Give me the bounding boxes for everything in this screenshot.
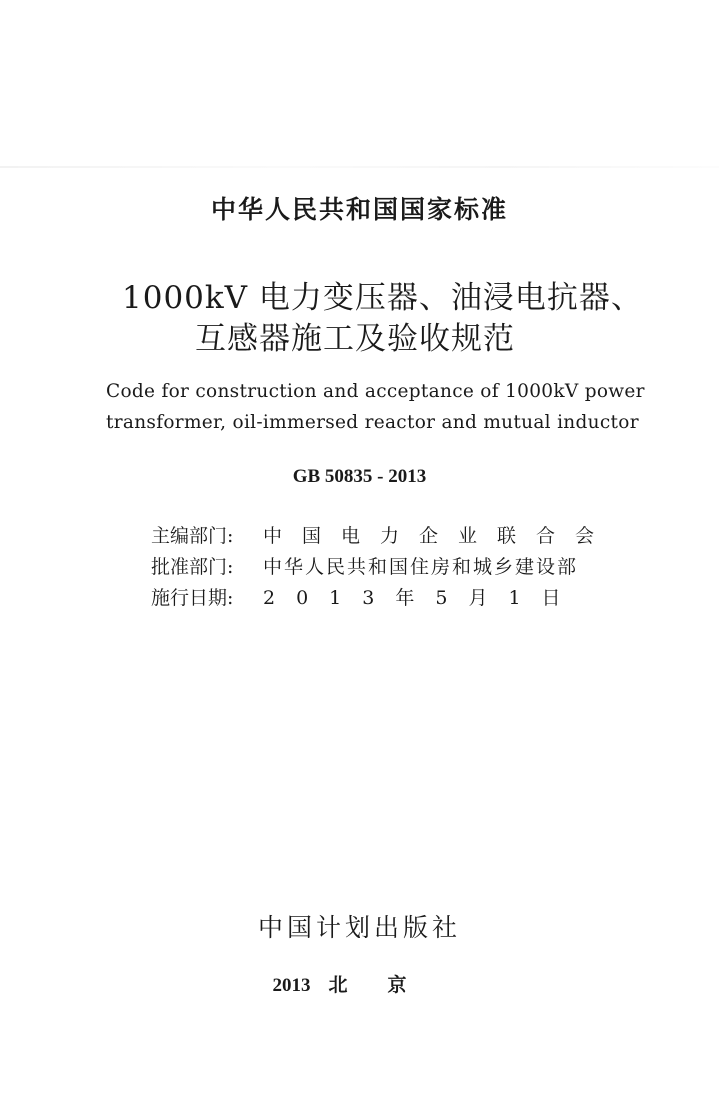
title-en-line1: Code for construction and acceptance of 1000kV power [106, 381, 645, 402]
publisher: 中国计划出版社 [257, 913, 461, 942]
approver-label: 批准部门: [151, 556, 234, 578]
effective-value: 2013年5月1日 [263, 587, 582, 609]
series-title: 中华人民共和国国家标准 [210, 195, 508, 224]
scan-artifact-line [0, 166, 719, 168]
publication-city: 北京 [328, 975, 447, 996]
title-en-line2: transformer, oil-immersed reactor and mutual inductor [106, 412, 639, 433]
editor-label: 主编部门: [151, 525, 234, 547]
effective-label: 施行日期: [151, 587, 234, 609]
editor-row [151, 521, 614, 548]
effective-date-row [151, 583, 582, 610]
title-zh-line2: 互感器施工及验收规范 [195, 321, 515, 357]
approver-row [151, 552, 578, 579]
imprint-line [0, 970, 719, 997]
editor-value: 中国电力企业联合会 [263, 525, 615, 547]
standard-code: GB 50835 - 2013 [292, 466, 427, 487]
approver-value: 中华人民共和国住房和城乡建设部 [263, 556, 579, 578]
publication-year: 2013 [272, 975, 311, 996]
title-zh-line1: 1000kV 电力变压器、油浸电抗器、 [122, 280, 643, 316]
